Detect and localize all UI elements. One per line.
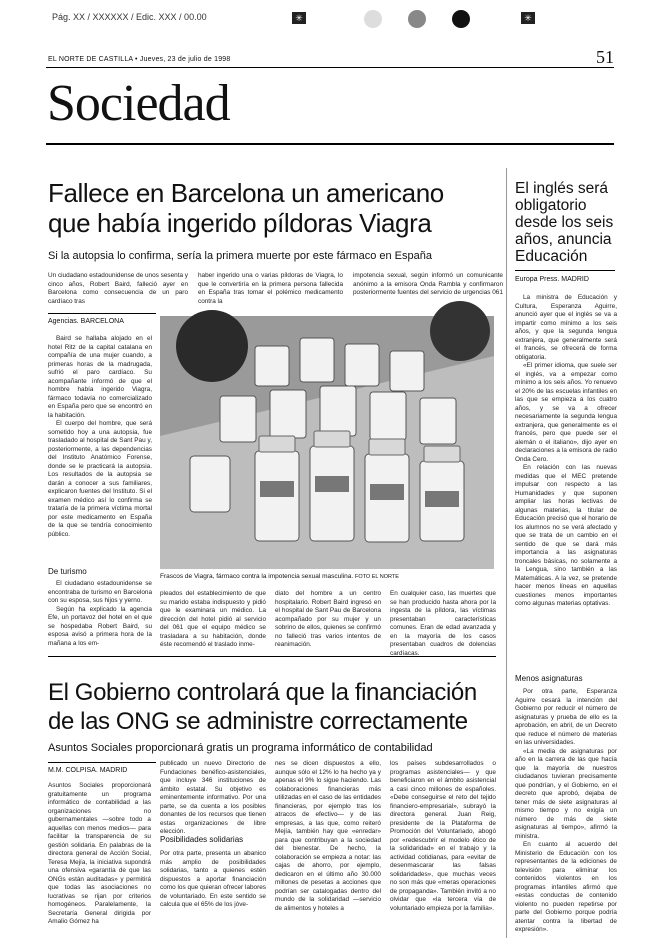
article2-byline-rule: [48, 762, 156, 763]
article2-col3: nes se dicen dispuestos a ello, aunque sólo el 12% lo ha hecho ya y apenas el 9% lo sigue haciendo. Las colaboraciones financieras más utilizadas en el caso de las entidades financieras, por ejemplo tras los atracos de efectivo— y de las empresas, a las que, como reiteró Mejía, también hay que «enredar» para que contribuyan a la sociedad del bienestar. De hecho, la colaboración se empieza a notar: las cajas de ahorro, por ejemplo, dedicaron en el último año 30.000 millones de pesetas a acciones que podrían ser catalogadas dentro del mundo de la solidaridad —servicio de alimentos y hoteles a: [275, 760, 381, 912]
sidebar-body-cont: Por otra parte, Esperanza Aguirre cesará la intención del Gobierno por reducir el número de asignaturas y prueba de ello es la aprobación, en abril, de un Decreto que reduce el número de materias en las universidades. «La media de asignaturas por año en la carrera de las que hacía que la mayoría de nuestros ciudadanos tuvieran precisamente que pondrían, y el Gobierno, en el decreto que aprobó, dejaba de tener más de siete asignaturas al mismo tiempo y no exigía un número de más de siete asignaturas al tiempo», afirmó la ministra. En cuanto al acuerdo del Ministerio de Educación con los representantes de la ediciones de televisión para eliminar los contenidos violentos en los programas infantiles afirmó que «estas conductas de contenido violento no pueden repetirse por parte del Gobierno porque podría atentar contra la libertad de expresión».: [515, 688, 617, 933]
sidebar-byline: Europa Press. MADRID: [515, 276, 589, 283]
article1-intro-col1: Un ciudadano estadounidense de unos sesenta y cinco años, Robert Baird, falleció ayer en Barcelona como consecuencia de un paro cardíaco tras: [48, 272, 188, 305]
header-rule: [46, 67, 614, 68]
article1-col3: diato del hombre a un centro hospitalario. Robert Baird ingresó en el hospital de Sant Pau de Barcelona acompañado por su mujer y un sobrino de ellos, quienes se confirmó no falleció tras varios intentos de reanimación.: [275, 590, 381, 648]
byline-rule: [48, 313, 156, 314]
article2-col1: Asuntos Sociales proporcionará gratuitamente un programa informático de contabilidad a las organizaciones no gubernamentales —sobre todo a aquellas con menos medios— para facilitar la transparencia de su gestión solidaria. En palabras de la directora general de Acción Social, Teresa Mejía, la iniciativa supondrá una ofensiva «garantía de que las ONGs están auditadas» y permitirá que todas las asociaciones no lucrativas se rijan por criterios homogéneos. Paralelamente, la Secretaría General dirigida por Amalio Gómez ha: [48, 782, 151, 925]
article1-deck: Si la autopsia lo confirma, sería la primera muerte por este fármaco en España: [48, 250, 432, 262]
article1-col4: En cualquier caso, las muertes que se han producido hasta ahora por la ingesta de la píldora, las víctimas presentaban características comunes. Eran de edad avanzada y en la mayoría de los casos presentaban cuadros de dolencias cardíacas.: [390, 590, 496, 657]
article2-col4: los países subdesarrollados o programas asistenciales— y que beneficiaron en el ámbito asistencial a casi cinco millones de españoles. «Debe conseguirse el reto del tejido financiero-empresarial», subrayó la directora general. Juan Reig, presidente de la Plataforma de Promoción del Voluntariado, abogó por «redescubrir el modelo ético de la solidaridad» en el trabajo y la actividad cotidianas, para «evitar de desenmascarar las falsas solidaridades», que muchas veces no son más que «meras operaciones de propaganda». También invitó a no olvidar que «la tercera vía de voluntariado empieza por la familia».: [390, 760, 496, 912]
color-swatch-light: [364, 10, 382, 28]
color-swatch-dark: [452, 10, 470, 28]
color-swatch-mid: [408, 10, 426, 28]
article2-headline: El Gobierno controlará que la financiación de las ONG se administre correctamente: [48, 679, 477, 735]
sidebar-body: La ministra de Educación y Cultura, Esperanza Aguirre, anunció ayer que el inglés se va a impartir como mínimo a los seis años, y que la segunda lengua extranjera, que generalmente será el francés, se ofrecerá de forma obligatoria. «El primer idioma, que suele ser el inglés, va a empezar como mínimo a los seis años. Yo renuevo el 20% de las escuelas infantiles en las que se empieza a los cuatro años, y se va a ofrecer necesariamente la segunda lengua extranjera, que generalmente es el francés, pero que puede ser el alemán o el italiano», dijo ayer en declaraciones a la emisora de radio Onda Cero. En relación con las nuevas medidas que el MEC pretende impulsar con respecto a las Humanidades y que suponen ampliar las horas lectivas de algunas materias, la titular de Educación precisó que el horario de los alumnos no se verá afectado y que se trata de un cambio en el sentido de que se dará más importancia a las asignaturas troncales básicas, no solamente a la Lengua, sino también a las Matemáticas. A la vez, se pretende hacer menos líneas en aquellas cuestiones menos importantes como algunas materias optativas.: [515, 294, 617, 607]
sidebar-headline: El inglés será obligatorio desde los seis años, anuncia Educación: [515, 180, 614, 265]
registration-mark-icon: ✳: [521, 12, 535, 24]
registration-mark-icon: ✳: [292, 12, 306, 24]
sidebar-subhead: Menos asignaturas: [515, 674, 583, 683]
photo-caption: Frascos de Viagra, fármaco contra la impotencia sexual masculina. FOTO EL NORTE: [160, 573, 399, 580]
article1-byline: Agencias. BARCELONA: [48, 318, 124, 325]
sidebar-rule: [515, 270, 615, 271]
article2-col2-subhead: Posibilidades solidarias: [160, 835, 244, 844]
production-slug: Pág. XX / XXXXXX / Edic. XXX / 00.00: [52, 12, 207, 22]
article1-intro-col2: haber ingerido una o varias píldoras de Viagra, lo que le convertiría en la primera persona fallecida en España tras tomar el polémico medicamento contra la: [198, 272, 343, 305]
column-divider: [506, 168, 507, 938]
article1-col2: pleados del establecimiento de que su marido estaba indispuesto y pidió que le examinara un médico. La dirección del hotel pidió al servicio del 061 que el equipo médico se trasladara a su habitación, donde éste recomendó el traslado inme-: [160, 590, 266, 648]
page-number: 51: [596, 47, 614, 67]
viagra-bottles-photo: [160, 316, 494, 569]
article1-intro-col3: impotencia sexual, según informó un comunicante anónimo a la emisora Onda Rambla y confirmaron posteriormente fuentes del servicio de urgencias 061: [353, 272, 503, 296]
section-title: Sociedad: [47, 75, 230, 132]
article2-col2b: Por otra parte, presenta un abanico más amplio de posibilidades solidarias, tanto a quienes estén dispuestos a aportar financiación como los que quieran ofrecer labores de voluntariado. En este sentido se calcula que el 65% de los jóve-: [160, 850, 266, 908]
photo-illustration: [160, 316, 494, 569]
article1-col1-cont: El ciudadano estadounidense se encontraba de turismo en Barcelona con su esposa, sus hijos y yerno. Según ha explicado la agencia Efe, un portavoz del hotel en el que se hospedaba Robert Baird, su esposa avisó a primera hora de la mañana a los em-: [48, 580, 152, 647]
article2-top-rule: [48, 656, 496, 657]
article1-subhead: De turismo: [48, 567, 87, 576]
article2-byline: M.M. COLPISA. MADRID: [48, 767, 128, 774]
article2-deck: Asuntos Sociales proporcionará gratis un programa informático de contabilidad: [48, 742, 433, 754]
running-head: EL NORTE DE CASTILLA • Jueves, 23 de julio de 1998: [48, 56, 231, 63]
article1-headline: Fallece en Barcelona un americano que había ingerido píldoras Viagra: [48, 178, 444, 238]
section-rule: [46, 143, 614, 145]
article1-col1: Baird se hallaba alojado en el hotel Ritz de la capital catalana en compañía de una mujer cuando, a primeras horas de la madrugada, sufrió el paro cardíaco. Su acompañante informó de que el hombre había ingerido Viagra, fármaco todavía no comercializado en España pero que se encontró en la habitación. El cuerpo del hombre, que será sometido hoy a una autopsia, fue trasladado al hospital de Sant Pau y, posteriormente, a las dependencias del Instituto Anatómico Forense, donde se le practicará la autopsia. Los resultados de la autopsia se darán a conocer a sus familiares, explicaron fuentes del Instituto. Si el examen médico así lo confirma se trataría de la primera víctima mortal por este medicamento en España de la que se tendría conocimiento público.: [48, 335, 152, 538]
article2-col2: publicado un nuevo Directorio de Fundaciones benéfico-asistenciales, que incluye 346 instituciones de ámbito estatal. Su objetivo es eminentemente informativo. Por una parte, se da cuenta a los posibles donantes de los recursos que tienen estas organizaciones de libre elección.: [160, 760, 266, 835]
